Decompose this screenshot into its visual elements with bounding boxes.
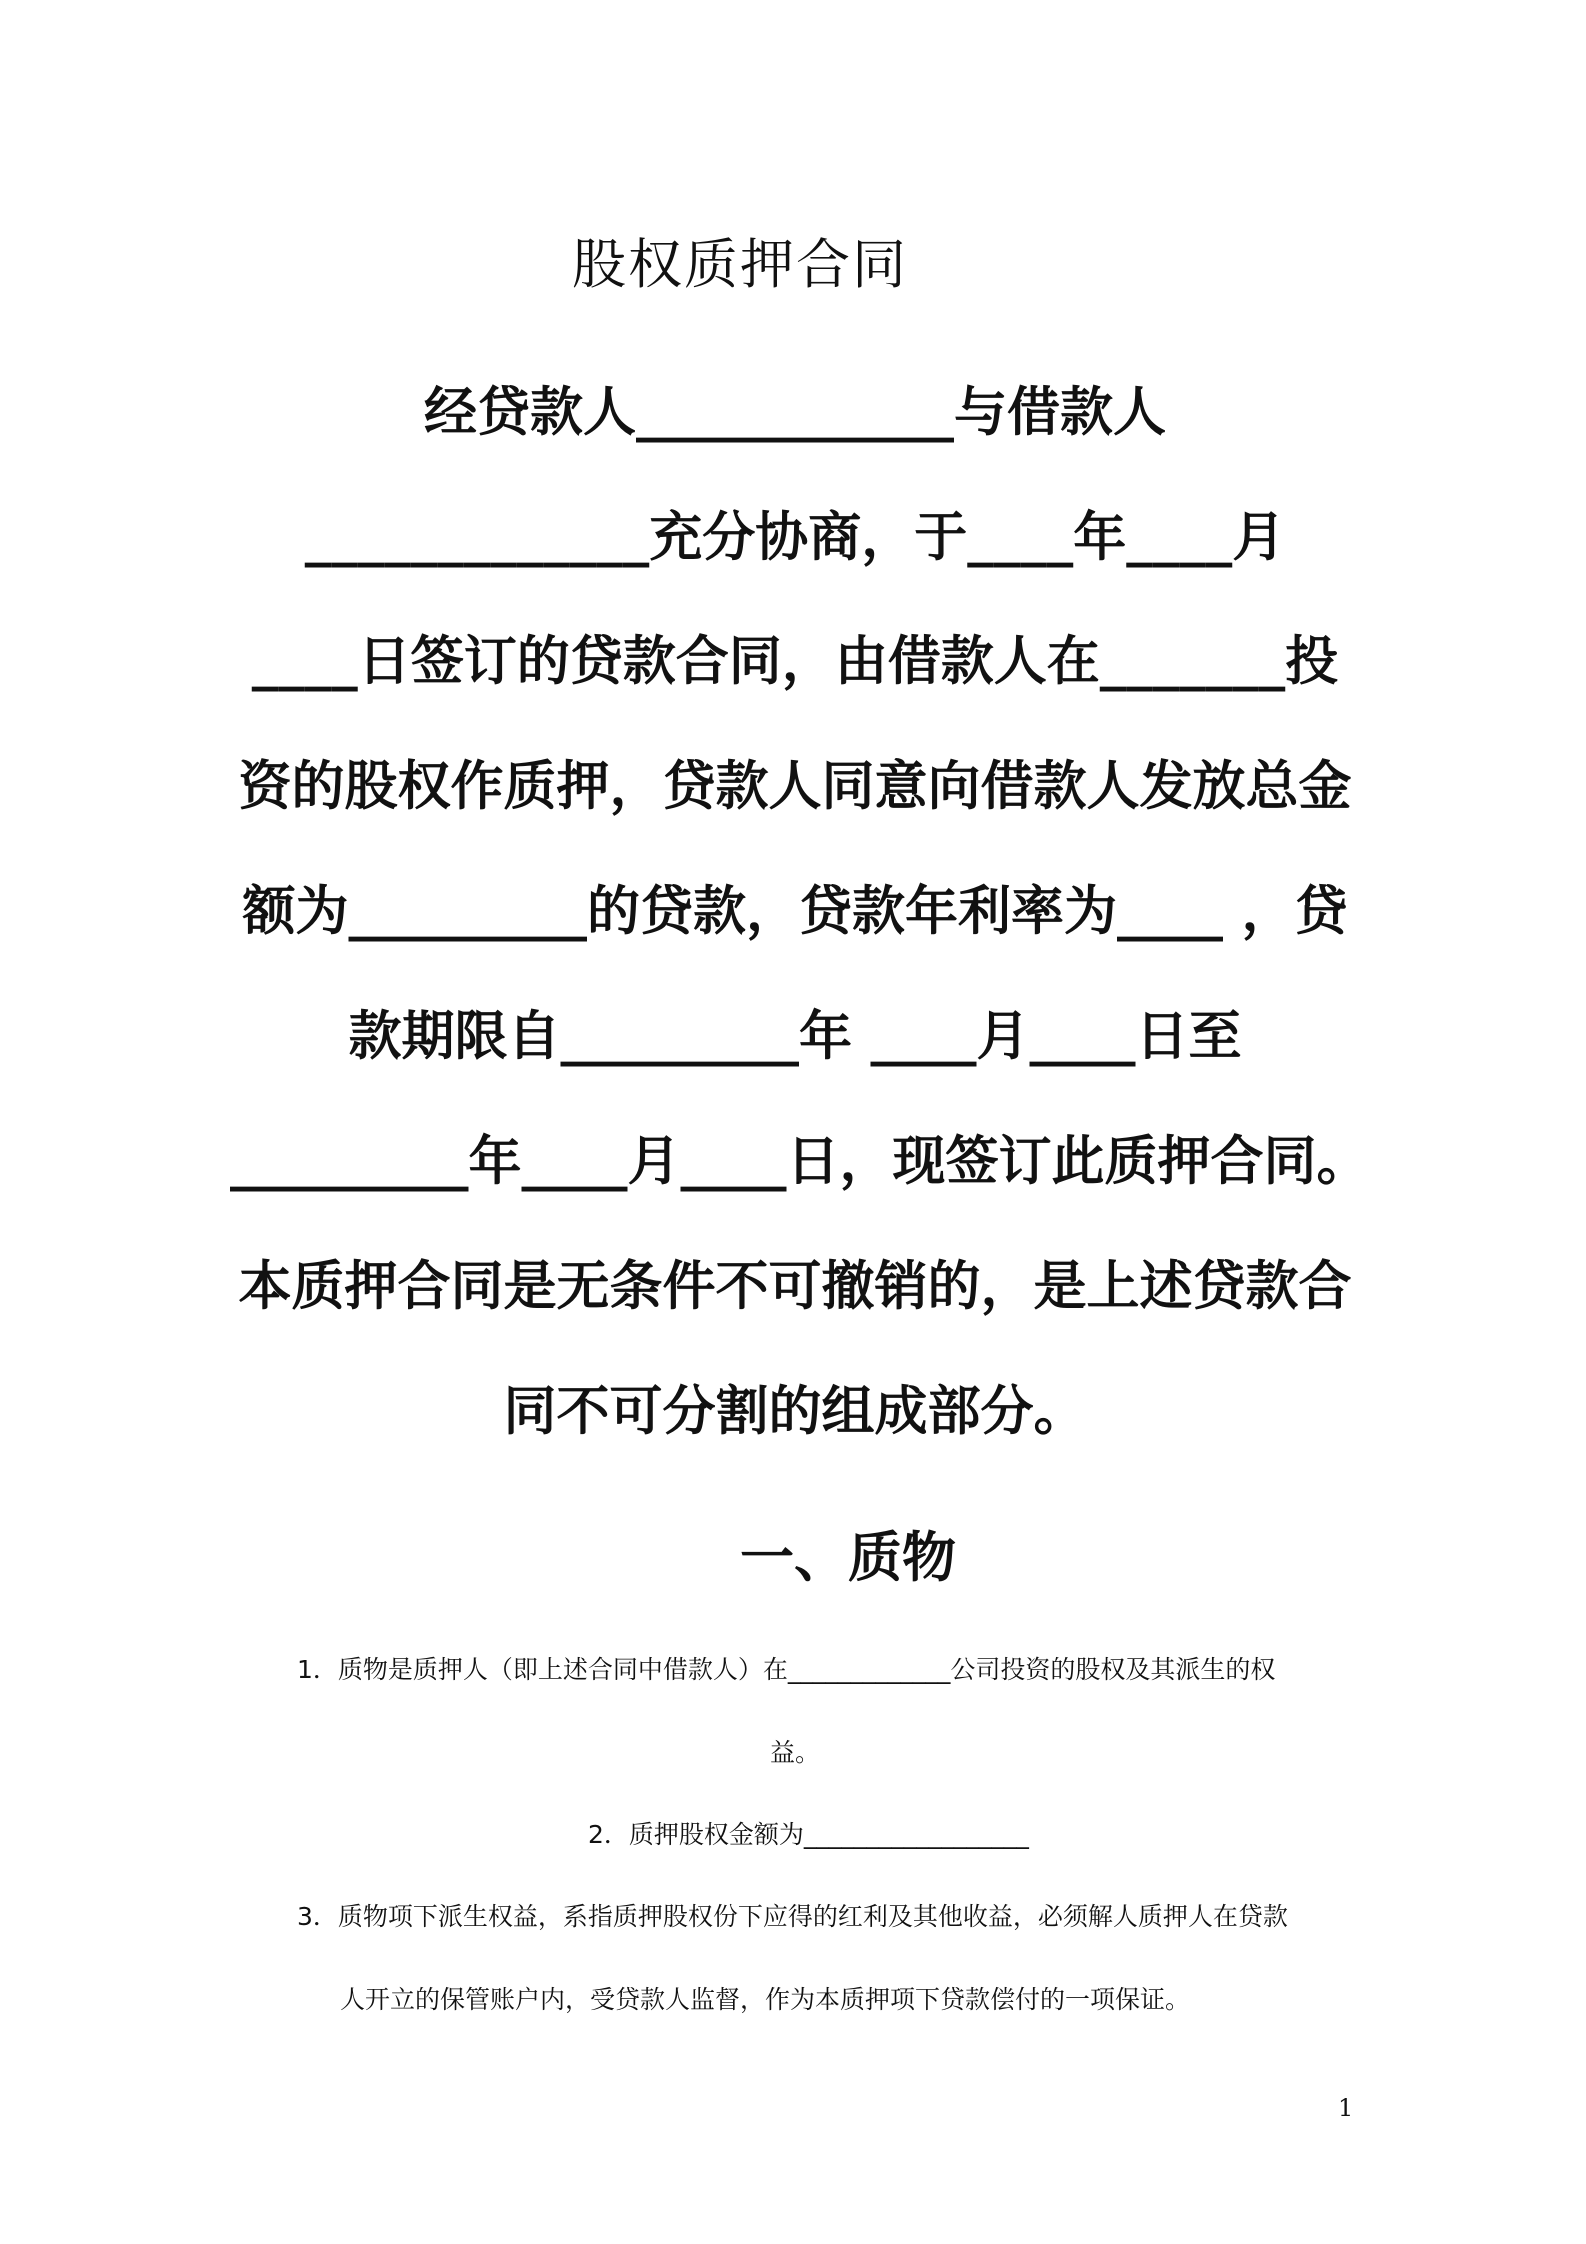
intro-line: ____日签订的贷款合同，由借款人在_______投 [251,631,1339,692]
intro-line: 额为_________的贷款，贷款年利率为____ ，贷 [242,881,1348,942]
intro-line: 同不可分割的组成部分。 [503,1381,1087,1442]
clause-line: 1．质物是质押人（即上述合同中借款人）在_____________公司投资的股权及其派生的权 [297,1655,1276,1684]
intro-line: 款期限自_________年 ____月____日至 [348,1006,1242,1067]
document-title: 股权质押合同 [572,233,908,296]
intro-line: _________年____月____日，现签订此质押合同。 [230,1131,1370,1192]
intro-line: 资的股权作质押，贷款人同意向借款人发放总金 [238,756,1352,817]
clause-line: 2．质押股权金额为__________________ [588,1820,1029,1849]
clause-line: 益。 [770,1738,821,1767]
intro-line: 本质押合同是无条件不可撤销的，是上述贷款合 [238,1256,1352,1317]
clause-line: 3．质物项下派生权益，系指质押股权份下应得的红利及其他收益，必须解人质押人在贷款 [297,1902,1288,1931]
section-heading: 一、质物 [740,1526,956,1589]
clause-line: 人开立的保管账户内，受贷款人监督，作为本质押项下贷款偿付的一项保证。 [340,1985,1191,2014]
intro-line: _____________充分协商，于____年____月 [304,507,1286,568]
intro-line: 经贷款人____________与借款人 [424,382,1166,443]
page-number: 1 [1338,2094,1354,2122]
